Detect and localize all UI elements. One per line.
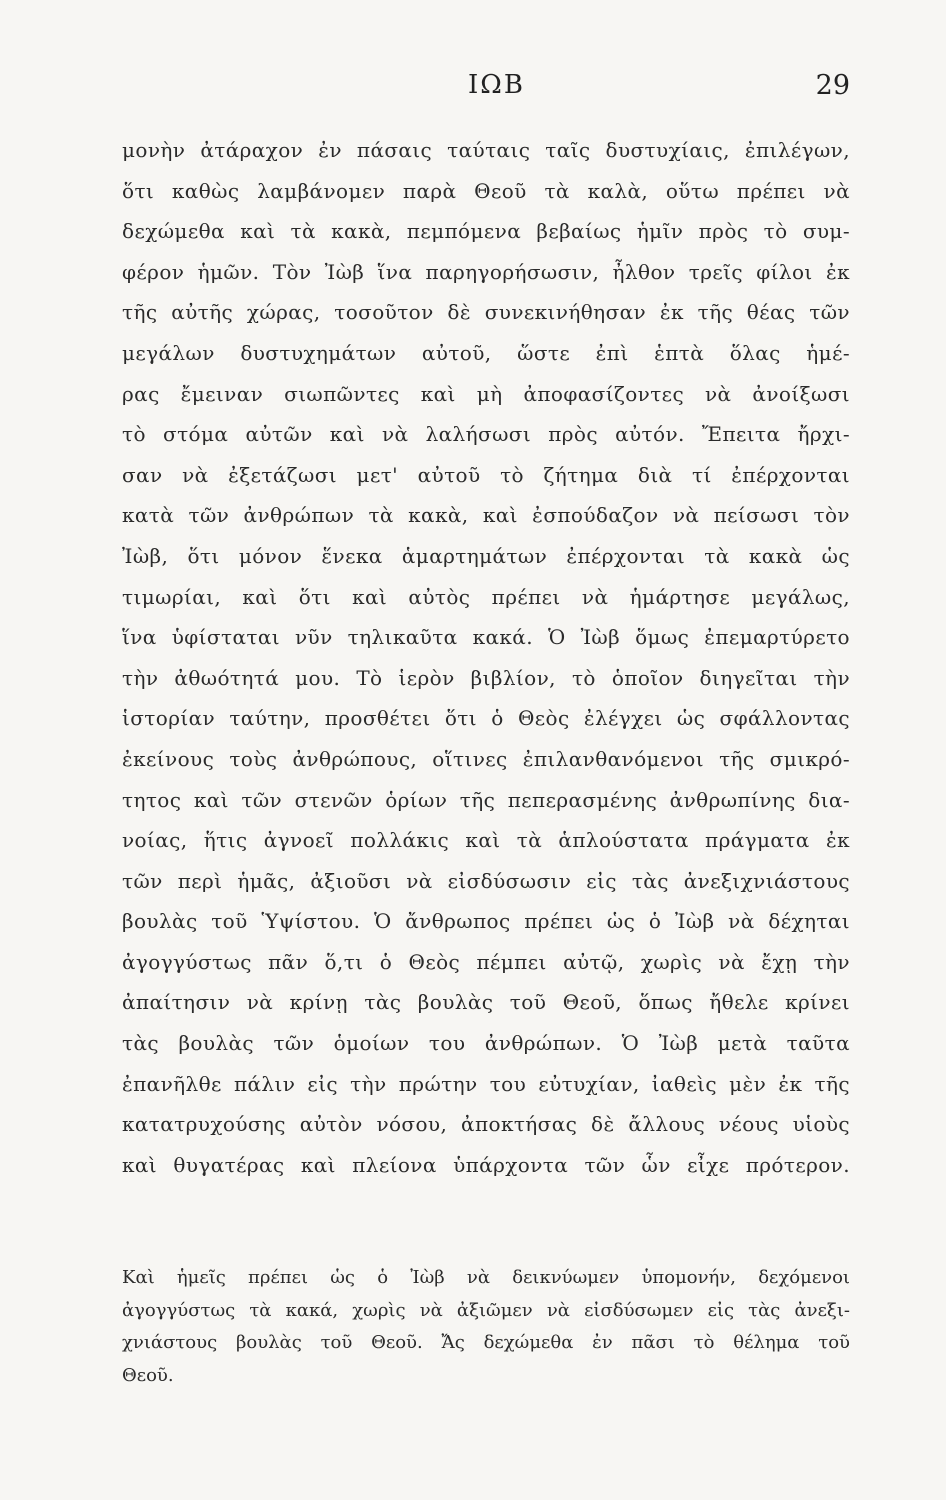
- text-line: φέρον ἡμῶν. Τὸν Ἰὼβ ἵνα παρηγορήσωσιν, ἦλθον τρεῖς φίλοι ἐκ: [122, 259, 850, 284]
- text-line: ὅτι καθὼς λαμβάνομεν παρὰ Θεοῦ τὰ καλὰ, οὕτω πρέπει νὰ: [122, 178, 850, 203]
- text-line: μεγάλων δυστυχημάτων αὐτοῦ, ὥστε ἐπὶ ἑπτὰ ὅλας ἡμέ-: [122, 340, 850, 365]
- text-line: τιμωρίαι, καὶ ὅτι καὶ αὐτὸς πρέπει νὰ ἡμάρτησε μεγάλως,: [122, 584, 850, 609]
- text-line: ἐπανῆλθε πάλιν εἰς τὴν πρώτην του εὐτυχίαν, ἰαθεὶς μὲν ἐκ τῆς: [122, 1071, 850, 1096]
- note-line: ἀγογγύστως τὰ κακά, χωρὶς νὰ ἀξιῶμεν νὰ εἰσδύσωμεν εἰς τὰς ἀνεξι-: [122, 1299, 850, 1321]
- text-line: δεχώμεθα καὶ τὰ κακὰ, πεμπόμενα βεβαίως ἡμῖν πρὸς τὸ συμ-: [122, 219, 850, 244]
- text-line: ἀγογγύστως πᾶν ὅ,τι ὁ Θεὸς πέμπει αὐτῷ, χωρὶς νὰ ἔχῃ τὴν: [122, 949, 850, 974]
- text-line: ἵνα ὑφίσταται νῦν τηλικαῦτα κακά. Ὁ Ἰὼβ ὅμως ἐπεμαρτύρετο: [122, 625, 850, 650]
- running-head: ΙΩΒ: [468, 70, 525, 100]
- text-line: βουλὰς τοῦ Ὑψίστου. Ὁ ἄνθρωπος πρέπει ὡς ὁ Ἰὼβ νὰ δέχηται: [122, 909, 850, 934]
- text-line: κατατρυχούσης αὐτὸν νόσου, ἀποκτήσας δὲ ἄλλους νέους υἱοὺς: [122, 1112, 850, 1137]
- note-line: Καὶ ἡμεῖς πρέπει ὡς ὁ Ἰὼβ νὰ δεικνύωμεν ὑπομονήν, δεχόμενοι: [122, 1267, 850, 1288]
- text-line: τὰς βουλὰς τῶν ὁμοίων του ἀνθρώπων. Ὁ Ἰὼβ μετὰ ταῦτα: [122, 1031, 850, 1056]
- text-line: τῆς αὐτῆς χώρας, τοσοῦτον δὲ συνεκινήθησαν ἐκ τῆς θέας τῶν: [122, 300, 850, 325]
- text-line: ἀπαίτησιν νὰ κρίνῃ τὰς βουλὰς τοῦ Θεοῦ, ὅπως ἤθελε κρίνει: [122, 990, 850, 1015]
- note-line: Θεοῦ.: [122, 1364, 174, 1386]
- text-line: μονὴν ἀτάραχον ἐν πάσαις ταύταις ταῖς δυστυχίαις, ἐπιλέγων,: [122, 138, 850, 162]
- text-line: τὸ στόμα αὐτῶν καὶ νὰ λαλήσωσι πρὸς αὐτόν. Ἔπειτα ἤρχι-: [122, 422, 850, 447]
- text-line: ἐκείνους τοὺς ἀνθρώπους, οἵτινες ἐπιλανθανόμενοι τῆς σμικρό-: [122, 746, 850, 771]
- closing-note: [122, 1262, 850, 1392]
- page-header: [118, 66, 850, 110]
- text-line: νοίας, ἥτις ἀγνοεῖ πολλάκις καὶ τὰ ἁπλούστατα πράγματα ἐκ: [122, 828, 850, 853]
- text-line: κατὰ τῶν ἀνθρώπων τὰ κακὰ, καὶ ἐσπούδαζον νὰ πείσωσι τὸν: [122, 503, 850, 528]
- text-line: τὴν ἀθωότητά μου. Τὸ ἱερὸν βιβλίον, τὸ ὁποῖον διηγεῖται τὴν: [122, 665, 850, 690]
- text-line: τῶν περὶ ἡμᾶς, ἀξιοῦσι νὰ εἰσδύσωσιν εἰς τὰς ἀνεξιχνιάστους: [122, 868, 850, 893]
- text-line: σαν νὰ ἐξετάζωσι μετ' αὐτοῦ τὸ ζήτημα διὰ τί ἐπέρχονται: [122, 462, 850, 487]
- text-line: τητος καὶ τῶν στενῶν ὁρίων τῆς πεπερασμένης ἀνθρωπίνης δια-: [122, 787, 850, 812]
- text-line: ρας ἔμειναν σιωπῶντες καὶ μὴ ἀποφασίζοντες νὰ ἀνοίξωσι: [122, 381, 850, 406]
- main-text-block: [122, 130, 850, 1185]
- text-line: καὶ θυγατέρας καὶ πλείονα ὑπάρχοντα τῶν ὧν εἶχε πρότερον.: [122, 1152, 850, 1177]
- text-line: ἱστορίαν ταύτην, προσθέτει ὅτι ὁ Θεὸς ἐλέγχει ὡς σφάλλοντας: [122, 706, 850, 731]
- text-line: Ἰὼβ, ὅτι μόνον ἕνεκα ἁμαρτημάτων ἐπέρχονται τὰ κακὰ ὡς: [122, 543, 850, 568]
- page-number: 29: [815, 70, 850, 101]
- note-line: χνιάστους βουλὰς τοῦ Θεοῦ. Ἄς δεχώμεθα ἐν πᾶσι τὸ θέλημα τοῦ: [122, 1332, 850, 1353]
